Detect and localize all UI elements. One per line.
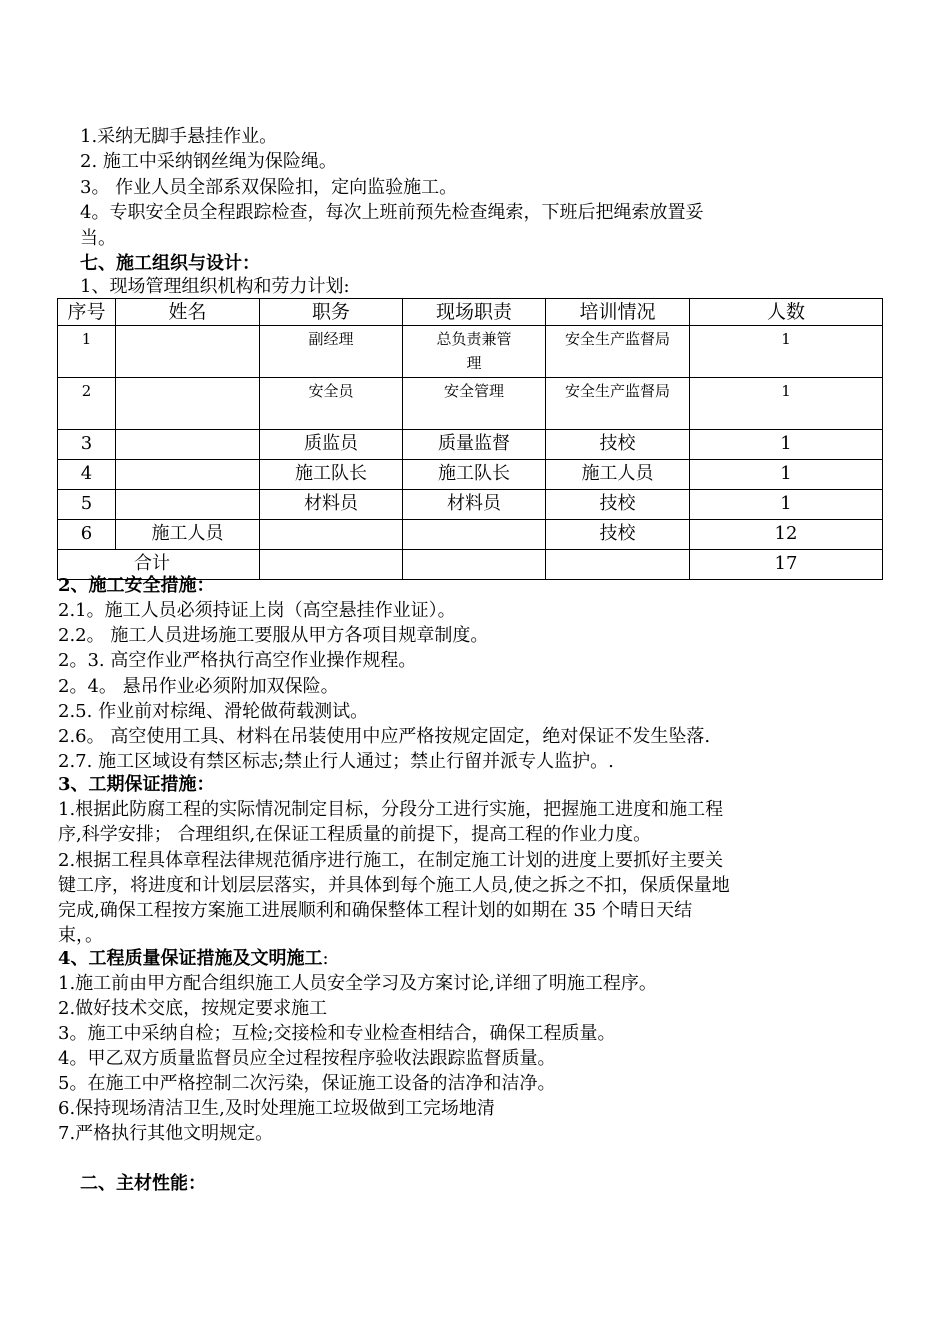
- paragraph-line: 序,科学安排； 合理组织,在保证工程质量的前提下，提高工程的作业力度。: [58, 824, 652, 845]
- cell-title: 质监员: [260, 430, 403, 460]
- cell-count: 1: [690, 460, 883, 490]
- paragraph-line: 键工序，将进度和计划层层落实，并具体到每个施工人员,使之拆之不扣，保质保量地: [58, 875, 730, 896]
- cell-training: 技校: [546, 490, 690, 520]
- paragraph-line: 束，。: [58, 925, 103, 946]
- cell-duty: 施工队长: [403, 460, 546, 490]
- list-item: 5。在施工中严格控制二次污染，保证施工设备的洁净和洁净。: [58, 1073, 556, 1094]
- list-item: 2.1。施工人员必须持证上岗（高空悬挂作业证）。: [58, 600, 456, 621]
- table-row: [58, 326, 883, 378]
- list-item: 1.采纳无脚手悬挂作业。: [80, 126, 278, 147]
- table-row: [58, 430, 883, 460]
- cell-empty: [260, 550, 403, 580]
- list-item: 当。: [80, 228, 116, 249]
- cell-title: 施工队长: [260, 460, 403, 490]
- header-training: 培训情况: [546, 299, 690, 326]
- paragraph-line: 完成,确保工程按方案施工进展顺利和确保整体工程计划的如期在 35 个晴日天结: [58, 900, 693, 921]
- cell-empty: [403, 550, 546, 580]
- list-item: 4。甲乙双方质量监督员应全过程按程序验收法跟踪监督质量。: [58, 1048, 556, 1069]
- cell-duty: 总负责兼管理: [403, 326, 546, 378]
- list-item: 4。专职安全员全程跟踪检查，每次上班前预先检查绳索，下班后把绳索放置妥: [80, 202, 704, 223]
- paragraph-line: 2.根据工程具体章程法律规范循序进行施工，在制定施工计划的进度上要抓好主要关: [58, 850, 724, 871]
- list-item: 7.严格执行其他文明规定。: [58, 1123, 274, 1144]
- cell-name: [116, 460, 260, 490]
- cell-count: 1: [690, 378, 883, 430]
- list-item: 2。4。 悬吊作业必须附加双保险。: [58, 676, 339, 697]
- section-heading: 3、工期保证措施：: [58, 774, 215, 795]
- table-row: [58, 520, 883, 550]
- cell-title: 副经理: [260, 326, 403, 378]
- list-item: 2。3. 高空作业严格执行高空作业操作规程。: [58, 650, 417, 671]
- cell-count: 1: [690, 490, 883, 520]
- cell-count: 12: [690, 520, 883, 550]
- cell-title: 材料员: [260, 490, 403, 520]
- table-header-row: [58, 299, 883, 326]
- list-item: 3。施工中采纳自检；互检;交接检和专业检查相结合，确保工程质量。: [58, 1023, 616, 1044]
- cell-training: 技校: [546, 520, 690, 550]
- cell-count: 1: [690, 430, 883, 460]
- list-item: 1.施工前由甲方配合组织施工人员安全学习及方案讨论,详细了明施工程序。: [58, 973, 657, 994]
- cell-no: 5: [58, 490, 116, 520]
- cell-no: 6: [58, 520, 116, 550]
- list-item: 3。 作业人员全部系双保险扣，定向监验施工。: [80, 177, 458, 198]
- list-item: 2.5. 作业前对棕绳、滑轮做荷载测试。: [58, 701, 369, 722]
- header-count: 人数: [690, 299, 883, 326]
- section-heading-colon: :: [322, 948, 329, 969]
- cell-duty: 材料员: [403, 490, 546, 520]
- list-item: 2.7. 施工区域设有禁区标志;禁止行人通过；禁止行留并派专人监护。.: [58, 751, 614, 772]
- cell-duty: [403, 520, 546, 550]
- cell-name: [116, 326, 260, 378]
- header-title: 职务: [260, 299, 403, 326]
- cell-training: 施工人员: [546, 460, 690, 490]
- cell-title: 安全员: [260, 378, 403, 430]
- list-item: 2.做好技术交底，按规定要求施工: [58, 998, 328, 1019]
- table-caption: 1、现场管理组织机构和劳力计划:: [80, 276, 350, 297]
- list-item: 2.2。 施工人员进场施工要服从甲方各项目规章制度。: [58, 625, 489, 646]
- cell-name: [116, 378, 260, 430]
- table-row: [58, 378, 883, 430]
- section-heading: 七、施工组织与设计：: [80, 253, 260, 274]
- cell-no: 3: [58, 430, 116, 460]
- cell-no: 2: [58, 378, 116, 430]
- section-heading-text: 4、工程质量保证措施及文明施工: [58, 948, 323, 969]
- table-row: [58, 490, 883, 520]
- cell-duty: 安全管理: [403, 378, 546, 430]
- cell-name: [116, 490, 260, 520]
- cell-training: 安全生产监督局: [546, 378, 690, 430]
- cell-empty: [546, 550, 690, 580]
- total-label: 合计: [58, 550, 260, 580]
- cell-name: [116, 430, 260, 460]
- section-heading: [58, 947, 329, 971]
- cell-count: 1: [690, 326, 883, 378]
- list-item: 2.6。 高空使用工具、材料在吊装使用中应严格按规定固定，绝对保证不发生坠落.: [58, 726, 711, 747]
- section-heading: 二、主材性能：: [80, 1173, 206, 1194]
- cell-duty: 质量监督: [403, 430, 546, 460]
- paragraph-line: 1.根据此防腐工程的实际情况制定目标，分段分工进行实施，把握施工进度和施工程: [58, 799, 724, 820]
- header-no: 序号: [58, 299, 116, 326]
- list-item: 2. 施工中采纳钢丝绳为保险绳。: [80, 151, 337, 172]
- cell-training: 技校: [546, 430, 690, 460]
- cell-title: [260, 520, 403, 550]
- cell-training: 安全生产监督局: [546, 326, 690, 378]
- list-item: 6.保持现场清洁卫生,及时处理施工垃圾做到工完场地清: [58, 1098, 495, 1119]
- cell-no: 1: [58, 326, 116, 378]
- staff-table: [57, 298, 883, 580]
- total-count: 17: [690, 550, 883, 580]
- header-name: 姓名: [116, 299, 260, 326]
- header-duty: 现场职责: [403, 299, 546, 326]
- cell-no: 4: [58, 460, 116, 490]
- section-heading: 2、施工安全措施：: [58, 575, 215, 596]
- table-row: [58, 460, 883, 490]
- cell-name: 施工人员: [116, 520, 260, 550]
